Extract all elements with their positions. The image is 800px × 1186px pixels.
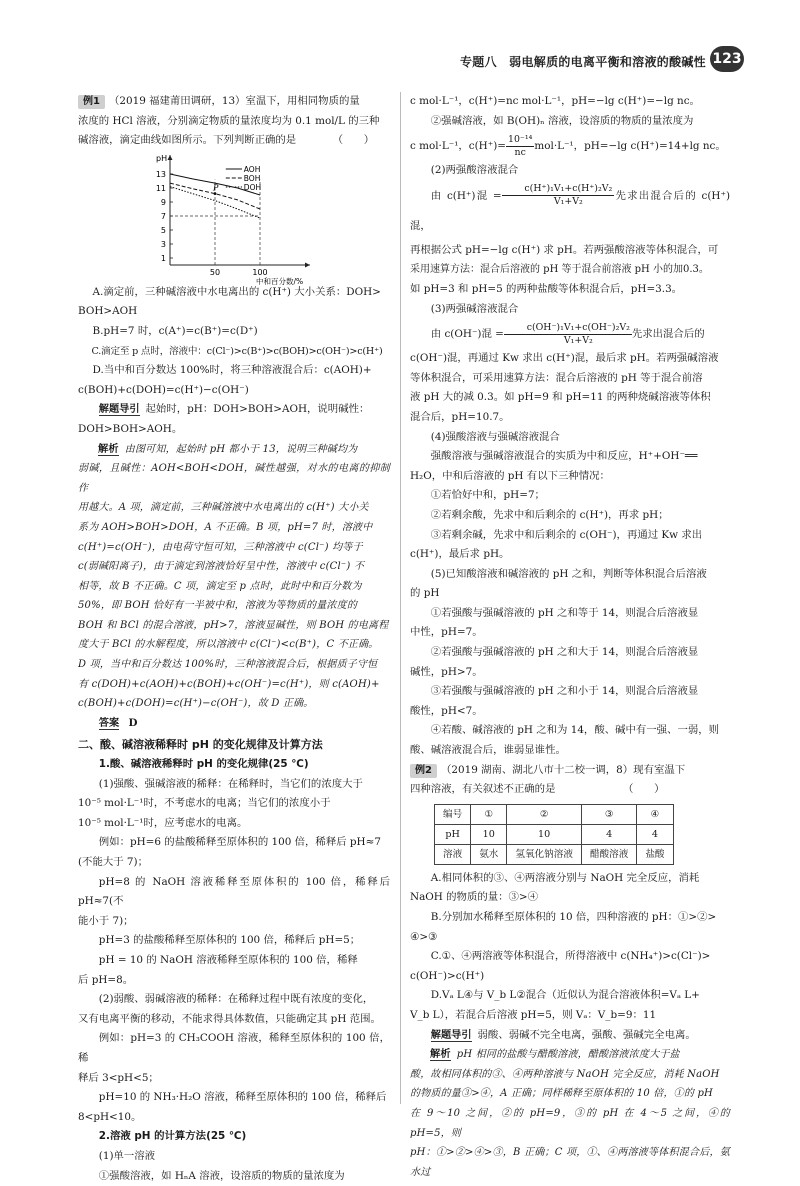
analysis-line: 酸，故相同体积的③、④两种溶液与 NaOH 完全反应，消耗 NaOH <box>410 1065 730 1085</box>
mix-acid-title: (2)两强酸溶液混合 <box>410 161 730 181</box>
example-1-tag: 例1 <box>78 95 105 109</box>
guide-paragraph-2: 解题导引 弱酸、弱碱不完全电离，强酸、强碱完全电离。 <box>410 1026 730 1046</box>
text-line: 释后 3<pH<5； <box>78 1069 390 1089</box>
text-line: (2)弱酸、弱碱溶液的稀释：在稀释过程中既有浓度的变化， <box>78 990 390 1010</box>
text-line: 例如：pH=6 的盐酸稀释至原体积的 100 倍，稀释后 pH≈7 <box>78 833 390 853</box>
analysis-line: 弱碱，且碱性：AOH<BOH<DOH，碱性越强，对水的电离的抑制作 <box>78 459 390 498</box>
analysis-line: D 项，当中和百分数达 100%时，三种溶液混合后，根据质子守恒 <box>78 655 390 675</box>
text-line: 等体积混合，可采用速算方法：混合后溶液的 pH 等于混合前溶 <box>410 369 730 389</box>
option-d-cont: V_b L），若混合后溶液 pH=5，则 Vₐ：V_b=9：11 <box>410 1006 730 1026</box>
column-divider <box>400 92 401 1104</box>
text-line: ②若剩余酸，先求中和后剩余的 c(H⁺)，再求 pH； <box>410 506 730 526</box>
text-line: 能小于 7)； <box>78 912 390 932</box>
analysis-line: c(BOH)+c(DOH)=c(H⁺)−c(OH⁻)，故 D 正确。 <box>78 694 390 714</box>
text-line: 采用速算方法：混合后溶液的 pH 等于混合前溶液 pH 小的加0.3。 <box>410 260 730 280</box>
y-tick-label: 1 <box>161 254 166 263</box>
text-line: (5)已知酸溶液和碱溶液的 pH 之和，判断等体积混合后溶液 <box>410 565 730 585</box>
text-line: 酸性，pH<7。 <box>410 702 730 722</box>
analysis-line: 用越大。A 项，滴定前，三种碱溶液中水电离出的 c(H⁺) 大小关 <box>78 498 390 518</box>
fraction: $\frac{\text{c(OH⁻)₁V₁+c(OH⁻)₂V₂}}{\text{V₁+V₂}}$ <box>504 322 632 347</box>
analysis-line: 50%，即 BOH 恰好有一半被中和，溶液为等物质的量浓度的 <box>78 596 390 616</box>
subsection-1-title: 1.酸、碱溶液稀释时 pH 的变化规律(25 ℃) <box>78 755 390 775</box>
text-line: 例如：pH=3 的 CH₃COOH 溶液，稀释至原体积的 100 倍，稀 <box>78 1029 390 1068</box>
analysis-line: 的物质的量③>④，A 正确；同样稀释至原体积的 10 倍，①的 pH <box>410 1084 730 1104</box>
option-d: D.当中和百分数达 100%时，将三种溶液混合后：c(AOH)+ <box>78 361 390 381</box>
table-cell: ③ <box>581 804 636 824</box>
example-1-options <box>78 283 390 401</box>
page-number-badge: 123 <box>710 46 744 72</box>
answer-value: D <box>128 717 137 729</box>
text-line: 又有电离平衡的移动，不能求得具体数值，只能确定其 pH 范围。 <box>78 1010 390 1030</box>
legend-label: DOH <box>244 183 261 192</box>
x-axis-arrow <box>305 262 310 267</box>
y-tick-label: 9 <box>161 198 166 207</box>
table-cell: 4 <box>581 824 636 844</box>
text-line: 混合后，pH=10.7。 <box>410 408 730 428</box>
chapter-title: 专题八 弱电解质的电离平衡和溶液的酸碱性 <box>460 53 706 70</box>
text-line: 的 pH <box>410 584 730 604</box>
dilution-rules <box>78 775 390 1128</box>
formula-base-mix: 由 c(OH⁻)混 = $\frac{\text{c(OH⁻)₁V₁+c(OH⁻)₂V₂}}{\text{V₁+V₂}}$ 先求出混合后的 <box>410 319 730 349</box>
titration-curve-chart <box>148 153 338 281</box>
x-axis-label: 中和百分数/% <box>256 276 303 286</box>
legend-label: BOH <box>244 174 261 183</box>
option-c-cont: c(OH⁻)>c(H⁺) <box>410 967 730 987</box>
stem-line: 碱溶液，滴定曲线如图所示。下列判断正确的是 （ ） <box>78 131 390 151</box>
text-line: ③若强酸与强碱溶液的 pH 之和小于 14，则混合后溶液显 <box>410 682 730 702</box>
text-line: H₂O，中和后溶液的 pH 有以下三种情况： <box>410 467 730 487</box>
x-tick-label: 100 <box>252 268 267 277</box>
analysis-line: 有 c(DOH)+c(AOH)+c(BOH)+c(OH⁻)=c(H⁺)，则 c(AOH)+ <box>78 675 390 695</box>
text-line: pH=10 的 NH₃·H₂O 溶液，稀释至原体积的 100 倍，稀释后 <box>78 1088 390 1108</box>
table-row <box>435 804 674 824</box>
text-line: c(OH⁻)混，再通过 Kw 求出 c(H⁺)混，最后求 pH。若两强碱溶液 <box>410 349 730 369</box>
option-a: A.相同体积的③、④两溶液分别与 NaOH 完全反应，消耗 <box>410 869 730 889</box>
text-line: ①强酸溶液，如 HₙA 溶液，设溶质的物质的量浓度为 <box>78 1167 390 1186</box>
example-2-stem: 例2 （2019 湖南、湖北八市十二校一调，8）现有室温下 <box>410 761 730 781</box>
left-column <box>78 92 390 1186</box>
text-line: pH=3 的盐酸稀释至原体积的 100 倍，稀释后 pH=5； <box>78 931 390 951</box>
text-line: 液 pH 大的减 0.3。如 pH=9 和 pH=11 的两种烧碱溶液等体积 <box>410 388 730 408</box>
analysis-line: 相等，故 B 不正确。C 项，滴定至 p 点时，此时中和百分数为 <box>78 577 390 597</box>
subsection-2-title: 2.溶液 pH 的计算方法(25 ℃) <box>78 1127 390 1147</box>
option-d-cont: c(BOH)+c(DOH)=c(H⁺)−c(OH⁻) <box>78 381 390 401</box>
fraction: $\frac{\text{10⁻¹⁴}}{nc}$ <box>506 134 534 159</box>
text-line: 碱性，pH>7。 <box>410 663 730 683</box>
text-line: 再根据公式 pH=−lg c(H⁺) 求 pH。若两强酸溶液等体积混合，可 <box>410 241 730 261</box>
text-line: 中性，pH=7。 <box>410 623 730 643</box>
option-a-cont: NaOH 的物质的量：③>④ <box>410 888 730 908</box>
option-b: B.分别加水稀释至原体积的 10 倍，四种溶液的 pH：①>②> <box>410 908 730 928</box>
text-line: 后 pH=8。 <box>78 971 390 991</box>
text-line: (不能大于 7)； <box>78 853 390 873</box>
example-1-stem: 例1 （2019 福建莆田调研，13）室温下，用相同物质的量 <box>78 92 390 112</box>
table-cell: 溶液 <box>435 844 471 864</box>
table-cell: 10 <box>471 824 507 844</box>
guide-paragraph: 解题导引 起始时，pH：DOH>BOH>AOH，说明碱性： <box>78 400 390 420</box>
table-cell: pH <box>435 824 471 844</box>
analysis-line: c(弱碱阳离子)，由于滴定到溶液恰好呈中性，溶液中 c(Cl⁻) 不 <box>78 557 390 577</box>
text-line: ③若剩余碱，先求中和后剩余的 c(OH⁻)，再通过 Kw 求出 <box>410 526 730 546</box>
table-cell: 编号 <box>435 804 471 824</box>
text-line: 如 pH=3 和 pH=5 的两种盐酸等体积混合后，pH=3.3。 <box>410 280 730 300</box>
table-cell: ① <box>471 804 507 824</box>
analysis-block: 解析 由图可知，起始时 pH 都小于 13，说明三种碱均为 弱碱，且碱性：AOH<BOH<DOH，碱性越强，对水的电离的抑制作 用越大。A 项，滴定前，三种碱溶液中水电离出的 c(H⁺) 大小关 系为 AOH>BOH>DOH，A 不正确。B 项，pH=7 时，溶液中 c(H⁺)=c(OH⁻)，由电荷守恒可知，三种溶液中 c(Cl⁻) 均等于 c(弱碱阳离子)，由于滴定到溶液恰好呈中性，溶液中 c(Cl⁻) 不 相等，故 B 不正确。C 项，滴定至 p 点时，此时中和百分数为 50%，即 BOH 恰好有一半被中和，溶液为等物质的量浓度的 BOH 和 BCl 的混合溶液，pH>7，溶液显碱性，则 BOH 的电离程 度大于 BCl 的水解程度，所以溶液中 c(Cl⁻)<c(B⁺)，C 不正确。 D 项，当中和百分数达 100%时，三种溶液混合后，根据质子守恒 有 c(DOH)+c(AOH)+c(BOH)+c(OH⁻)=c(H⁺)，则 c(AOH)+ c(BOH)+c(DOH)=c(H⁺)−c(OH⁻)，故 D 正确。 <box>78 440 390 714</box>
text-line: ①若恰好中和，pH=7； <box>410 486 730 506</box>
mix-base-title: (3)两强碱溶液混合 <box>410 300 730 320</box>
y-tick-label: 7 <box>161 212 166 221</box>
formula-strong-base: c mol·L⁻¹，c(H⁺)= $\frac{\text{10⁻¹⁴}}{nc}$ mol·L⁻¹，pH=−lg c(H⁺)=14+lg nc。 <box>410 131 730 161</box>
formula-acid-mix: 由 c(H⁺)混 = $\frac{\text{c(H⁺)₁V₁+c(H⁺)₂V₂}}{\text{V₁+V₂}}$ 先求出混合后的 c(H⁺)混， <box>410 181 730 241</box>
text-line: (1)强酸、强碱溶液的稀释：在稀释时，当它们的浓度大于 <box>78 775 390 795</box>
text-line: c(H⁺)，最后求 pH。 <box>410 545 730 565</box>
text-line: pH=8 的 NaOH 溶液稀释至原体积的 100 倍，稀释后 pH≈7(不 <box>78 873 390 912</box>
analysis-line: 系为 AOH>BOH>DOH，A 不正确。B 项，pH=7 时，溶液中 <box>78 518 390 538</box>
text-line: ④若酸、碱溶液的 pH 之和为 14，酸、碱中有一强、一弱，则 <box>410 721 730 741</box>
text-line: (1)单一溶液 <box>78 1147 390 1167</box>
x-tick-label: 50 <box>210 268 220 277</box>
text-line: 强酸溶液与强碱溶液混合的实质为中和反应，H⁺+OH⁻══ <box>410 447 730 467</box>
analysis-line: BOH 和 BCl 的混合溶液，pH>7，溶液显碱性，则 BOH 的电离程 <box>78 616 390 636</box>
guide-label: 解题导引 <box>431 1030 472 1042</box>
table-cell: 盐酸 <box>637 844 673 864</box>
answer-label: 答案 <box>99 718 119 730</box>
y-tick-label: 13 <box>156 170 166 179</box>
option-a-cont: BOH>AOH <box>78 302 390 322</box>
answer-line <box>78 714 390 734</box>
y-axis-arrow <box>168 155 173 160</box>
table-cell: 氨水 <box>471 844 507 864</box>
table-row <box>435 824 674 844</box>
analysis-label: 解析 <box>430 1049 451 1061</box>
section-2-title: 二、酸、碱溶液稀释时 pH 的变化规律及计算方法 <box>78 735 390 755</box>
option-c: C.①、④两溶液等体积混合，所得溶液中 c(NH₄⁺)>c(Cl⁻)> <box>410 947 730 967</box>
analysis-line: 在 9～10 之间，②的 pH=9，③的 pH 在 4～5 之间，④的 pH=5，则 <box>410 1104 730 1143</box>
text-line: 10⁻⁵ mol·L⁻¹时，应考虑水的电离。 <box>78 814 390 834</box>
text-line: ①若强酸与强碱溶液的 pH 之和等于 14，则混合后溶液显 <box>410 604 730 624</box>
option-c: C.滴定至 p 点时，溶液中：c(Cl⁻)>c(B⁺)>c(BOH)>c(OH⁻)>c(H⁺) <box>78 342 390 362</box>
table-cell: 4 <box>637 824 673 844</box>
point-p <box>214 192 217 195</box>
table-cell: 10 <box>507 824 582 844</box>
guide-label: 解题导引 <box>99 404 140 416</box>
option-b-cont: ④>③ <box>410 928 730 948</box>
stem-line: 浓度的 HCl 溶液，分别滴定物质的量浓度均为 0.1 mol/L 的三种 <box>78 112 390 132</box>
analysis-block-2: 解析 pH 相同的盐酸与醋酸溶液，醋酸溶液浓度大于盐 酸，故相同体积的③、④两种溶液与 NaOH 完全反应，消耗 NaOH 的物质的量③>④，A 正确；同样稀释至原体积的 10 倍，①的 pH 在 9～10 之间，②的 pH=9，③的 pH 在 4～5 之间，④的 pH=5，则 pH：①>②>④>③，B 正确；C 项，①、④两溶液等体积混合后，氨水过 <box>410 1045 730 1182</box>
y-axis-label: pH <box>156 154 167 163</box>
solutions-table <box>434 804 674 865</box>
option-a: A.滴定前，三种碱溶液中水电离出的 c(H⁺) 大小关系：DOH> <box>78 283 390 303</box>
table-cell: 醋酸溶液 <box>581 844 636 864</box>
example-2-tag: 例2 <box>410 764 437 778</box>
y-tick-label: 11 <box>156 184 166 193</box>
fraction: $\frac{\text{c(H⁺)₁V₁+c(H⁺)₂V₂}}{\text{V₁+V₂}}$ <box>502 183 615 208</box>
text-line: ②若强酸与强碱溶液的 pH 之和大于 14，则混合后溶液显 <box>410 643 730 663</box>
table-cell: ② <box>507 804 582 824</box>
text-line: pH = 10 的 NaOH 溶液稀释至原体积的 100 倍，稀释 <box>78 951 390 971</box>
acid-base-title: (4)强酸溶液与强碱溶液混合 <box>410 428 730 448</box>
text-line: ②强碱溶液，如 B(OH)ₙ 溶液，设溶质的物质的量浓度为 <box>410 112 730 132</box>
guide-line: DOH>BOH>AOH。 <box>78 420 390 440</box>
analysis-line: c(H⁺)=c(OH⁻)，由电荷守恒可知，三种溶液中 c(Cl⁻) 均等于 <box>78 538 390 558</box>
analysis-label: 解析 <box>98 444 119 456</box>
text-line: 酸、碱溶液混合后，谁弱显谁性。 <box>410 741 730 761</box>
legend-label: AOH <box>244 165 261 174</box>
text-line: 10⁻⁵ mol·L⁻¹时，不考虑水的电离；当它们的浓度小于 <box>78 794 390 814</box>
right-column <box>410 92 730 1182</box>
y-tick-label: 3 <box>161 240 166 249</box>
table-cell: 氢氧化钠溶液 <box>507 844 582 864</box>
stem-line: 四种溶液，有关叙述不正确的是 （ ） <box>410 780 730 800</box>
analysis-line: pH：①>②>④>③，B 正确；C 项，①、④两溶液等体积混合后，氨水过 <box>410 1143 730 1182</box>
option-b: B.pH=7 时，c(A⁺)=c(B⁺)=c(D⁺) <box>78 322 390 342</box>
analysis-line: 度大于 BCl 的水解程度，所以溶液中 c(Cl⁻)<c(B⁺)，C 不正确。 <box>78 635 390 655</box>
table-row <box>435 844 674 864</box>
y-tick-label: 5 <box>161 226 166 235</box>
text-line: 8<pH<10。 <box>78 1108 390 1128</box>
point-p-label: P <box>212 183 219 192</box>
table-cell: ④ <box>637 804 673 824</box>
text-line: c mol·L⁻¹，c(H⁺)=nc mol·L⁻¹，pH=−lg c(H⁺)=−lg nc。 <box>410 92 730 112</box>
page-header <box>0 0 800 80</box>
option-d: D.Vₐ L④与 V_b L②混合（近似认为混合溶液体积=Vₐ L+ <box>410 986 730 1006</box>
